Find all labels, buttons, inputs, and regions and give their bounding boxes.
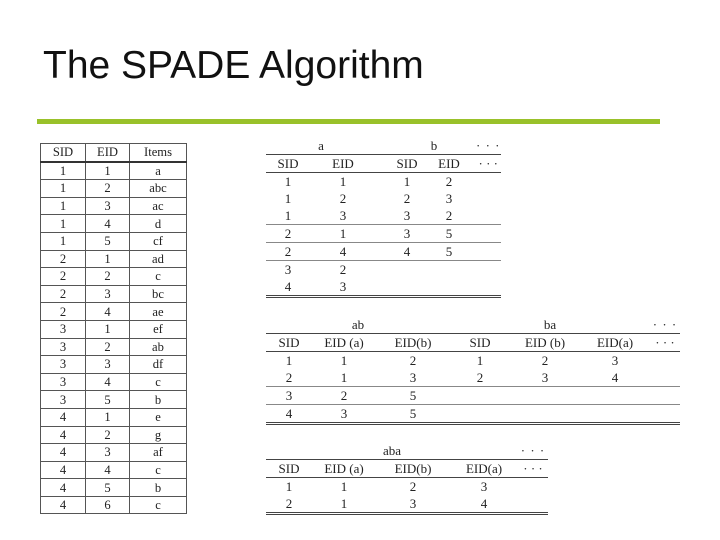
column-gap bbox=[376, 243, 392, 261]
table-cell: 1 bbox=[41, 162, 86, 180]
table-cell: 1 bbox=[86, 162, 130, 180]
table-row bbox=[41, 197, 187, 215]
table-cell: abc bbox=[130, 180, 187, 198]
table-cell: 3 bbox=[445, 191, 453, 206]
column-gap bbox=[376, 261, 392, 279]
table-row bbox=[41, 461, 187, 479]
column-gap bbox=[376, 225, 392, 243]
column-gap bbox=[650, 369, 680, 387]
table-cell: 2 bbox=[422, 207, 476, 225]
table-cell: 3 bbox=[266, 387, 312, 405]
table-cell: 2 bbox=[541, 353, 549, 368]
table-cell bbox=[422, 278, 476, 297]
column-gap bbox=[476, 207, 501, 225]
table-cell: c bbox=[130, 373, 187, 391]
header-sid: SID bbox=[450, 334, 510, 352]
column-gap bbox=[476, 190, 501, 207]
table-cell: 2 bbox=[86, 426, 130, 444]
table-cell bbox=[422, 261, 476, 279]
table-cell: 2 bbox=[450, 369, 510, 387]
table-cell: 1 bbox=[86, 320, 130, 338]
table-cell: 2 bbox=[41, 250, 86, 268]
table-cell: 2 bbox=[409, 353, 417, 368]
table-cell: 3 bbox=[376, 495, 450, 514]
table-row bbox=[41, 268, 187, 286]
table-cell: 3 bbox=[86, 356, 130, 374]
table-cell: bc bbox=[130, 285, 187, 303]
group-label-b: b bbox=[430, 138, 438, 153]
header-sid: SID bbox=[266, 460, 312, 478]
table-cell: cf bbox=[130, 232, 187, 250]
table-row bbox=[266, 261, 501, 279]
table-cell bbox=[580, 387, 650, 405]
table-row bbox=[266, 369, 680, 387]
table-cell: 4 bbox=[266, 405, 312, 424]
table-cell bbox=[392, 278, 422, 297]
column-gap bbox=[518, 478, 548, 496]
table-cell: 2 bbox=[403, 191, 411, 206]
table-cell: ac bbox=[130, 197, 187, 215]
table-cell: c bbox=[130, 268, 187, 286]
table-row bbox=[266, 478, 548, 496]
table-cell: 5 bbox=[86, 479, 130, 497]
title-divider bbox=[37, 119, 660, 124]
table-row bbox=[41, 356, 187, 374]
table-cell: 1 bbox=[339, 174, 347, 189]
table-cell: 1 bbox=[41, 215, 86, 233]
table-cell: 2 bbox=[266, 243, 310, 261]
table-row bbox=[41, 180, 187, 198]
id-list-two-items bbox=[266, 317, 680, 425]
column-gap bbox=[476, 173, 501, 191]
three-item-id-table bbox=[266, 443, 548, 515]
table-cell: 5 bbox=[422, 225, 476, 243]
id-list-three-items bbox=[266, 443, 548, 515]
table-cell: ae bbox=[130, 303, 187, 321]
group-label-aba: aba bbox=[382, 443, 402, 458]
table-row bbox=[41, 250, 187, 268]
table-cell: 4 bbox=[450, 495, 518, 514]
table-cell: af bbox=[130, 444, 187, 462]
table-cell: 3 bbox=[312, 405, 376, 424]
table-row bbox=[266, 278, 501, 297]
table-row bbox=[266, 190, 501, 207]
ellipsis: · · · bbox=[652, 317, 678, 332]
table-row bbox=[41, 479, 187, 497]
table-cell: 2 bbox=[339, 262, 347, 277]
column-gap bbox=[650, 387, 680, 405]
table-cell: 3 bbox=[41, 391, 86, 409]
table-cell: 1 bbox=[86, 408, 130, 426]
header-eid-a: EID (a) bbox=[312, 460, 376, 478]
table-row bbox=[266, 387, 680, 405]
table-cell: 2 bbox=[445, 174, 453, 189]
table-cell bbox=[510, 387, 580, 405]
table-row bbox=[41, 426, 187, 444]
table-row bbox=[41, 444, 187, 462]
table-cell: 3 bbox=[86, 444, 130, 462]
table-cell: 2 bbox=[266, 495, 312, 514]
table-cell: 2 bbox=[41, 303, 86, 321]
table-row bbox=[41, 391, 187, 409]
table-row bbox=[41, 408, 187, 426]
table-cell: e bbox=[130, 408, 187, 426]
table-cell: 2 bbox=[266, 225, 310, 243]
column-gap bbox=[476, 243, 501, 261]
header-eid-a: EID(a) bbox=[580, 334, 650, 352]
table-row bbox=[266, 243, 501, 261]
table-cell: 1 bbox=[284, 174, 292, 189]
table-cell: 1 bbox=[403, 174, 411, 189]
table-cell: ef bbox=[130, 320, 187, 338]
header-eid: EID bbox=[310, 155, 376, 173]
table-cell: 6 bbox=[86, 496, 130, 514]
table-row bbox=[266, 405, 680, 424]
table-cell: 5 bbox=[422, 243, 476, 261]
table-cell: 3 bbox=[611, 353, 619, 368]
column-gap bbox=[650, 352, 680, 370]
sequence-table-header bbox=[41, 144, 187, 162]
table-row bbox=[266, 207, 501, 225]
table-cell: 5 bbox=[376, 387, 450, 405]
table-cell: 1 bbox=[266, 207, 310, 225]
table-cell: 2 bbox=[339, 191, 347, 206]
table-row bbox=[41, 162, 187, 180]
table-cell: 3 bbox=[284, 262, 292, 277]
table-row bbox=[266, 173, 501, 191]
table-cell bbox=[450, 405, 510, 424]
table-cell: 4 bbox=[41, 479, 86, 497]
table-cell: 3 bbox=[510, 369, 580, 387]
table-cell: b bbox=[130, 391, 187, 409]
group-label-ab: ab bbox=[351, 317, 365, 332]
header-sid: SID bbox=[266, 334, 312, 352]
ellipsis: · · · bbox=[476, 155, 501, 173]
table-cell: df bbox=[130, 356, 187, 374]
table-cell: 2 bbox=[41, 285, 86, 303]
table-row bbox=[41, 338, 187, 356]
single-item-id-table bbox=[266, 138, 501, 298]
header-eid: EID bbox=[422, 155, 476, 173]
ellipsis: · · · bbox=[520, 443, 546, 458]
column-gap bbox=[376, 190, 392, 207]
table-cell bbox=[450, 387, 510, 405]
header-eid-b: EID(b) bbox=[376, 460, 450, 478]
table-cell: 4 bbox=[41, 496, 86, 514]
table-cell: 4 bbox=[41, 461, 86, 479]
table-row bbox=[41, 232, 187, 250]
header-items: Items bbox=[130, 144, 187, 162]
table-row bbox=[266, 225, 501, 243]
table-cell: 3 bbox=[310, 278, 376, 297]
table-cell: 1 bbox=[340, 479, 348, 494]
table-cell: 2 bbox=[41, 268, 86, 286]
table-cell: 2 bbox=[86, 180, 130, 198]
table-cell: 3 bbox=[376, 369, 450, 387]
two-item-id-table bbox=[266, 317, 680, 425]
group-label-ba: ba bbox=[543, 317, 557, 332]
table-cell: 1 bbox=[312, 495, 376, 514]
table-cell: 4 bbox=[86, 461, 130, 479]
table-row bbox=[41, 215, 187, 233]
table-cell: c bbox=[130, 461, 187, 479]
column-gap bbox=[650, 405, 680, 424]
column-gap bbox=[476, 261, 501, 279]
table-row bbox=[41, 496, 187, 514]
table-cell: a bbox=[130, 162, 187, 180]
table-cell: 3 bbox=[480, 479, 488, 494]
slide-title: The SPADE Algorithm bbox=[43, 44, 424, 87]
column-gap bbox=[376, 173, 392, 191]
table-cell: 4 bbox=[41, 408, 86, 426]
table-cell: 1 bbox=[285, 353, 293, 368]
table-cell: 3 bbox=[86, 197, 130, 215]
table-cell: 1 bbox=[312, 369, 376, 387]
table-cell: 1 bbox=[41, 232, 86, 250]
table-cell: 5 bbox=[86, 232, 130, 250]
table-cell: 4 bbox=[86, 373, 130, 391]
table-cell: 1 bbox=[86, 250, 130, 268]
table-row bbox=[41, 320, 187, 338]
column-gap bbox=[376, 207, 392, 225]
header-eid-a: EID(a) bbox=[450, 460, 518, 478]
table-cell: ab bbox=[130, 338, 187, 356]
table-cell: 5 bbox=[376, 405, 450, 424]
table-cell: 4 bbox=[41, 444, 86, 462]
table-cell: 3 bbox=[41, 320, 86, 338]
header-sid: SID bbox=[392, 155, 422, 173]
table-cell: g bbox=[130, 426, 187, 444]
table-cell: 4 bbox=[86, 303, 130, 321]
table-cell: 3 bbox=[41, 356, 86, 374]
ellipsis: · · · bbox=[650, 334, 680, 352]
header-eid-b: EID (b) bbox=[510, 334, 580, 352]
table-cell: ad bbox=[130, 250, 187, 268]
table-cell: d bbox=[130, 215, 187, 233]
column-gap bbox=[518, 495, 548, 514]
ellipsis: · · · bbox=[476, 138, 501, 153]
table-cell: 2 bbox=[266, 369, 312, 387]
table-cell: 3 bbox=[310, 207, 376, 225]
column-gap bbox=[376, 278, 392, 297]
table-cell: 2 bbox=[409, 479, 417, 494]
table-cell: 1 bbox=[476, 353, 484, 368]
table-cell: 3 bbox=[392, 207, 422, 225]
table-row bbox=[41, 303, 187, 321]
table-cell: 2 bbox=[312, 387, 376, 405]
table-cell: 1 bbox=[285, 479, 293, 494]
table-cell: 4 bbox=[266, 278, 310, 297]
ellipsis: · · · bbox=[518, 460, 548, 478]
header-eid-b: EID(b) bbox=[376, 334, 450, 352]
table-cell: 2 bbox=[86, 338, 130, 356]
table-cell: 3 bbox=[392, 225, 422, 243]
group-label-a: a bbox=[318, 138, 324, 153]
header-sid: SID bbox=[41, 144, 86, 162]
table-cell: 3 bbox=[41, 338, 86, 356]
table-row bbox=[41, 373, 187, 391]
table-cell: b bbox=[130, 479, 187, 497]
table-cell bbox=[580, 405, 650, 424]
table-row bbox=[266, 495, 548, 514]
table-cell: 4 bbox=[310, 243, 376, 261]
column-gap bbox=[476, 278, 501, 297]
table-cell: 5 bbox=[86, 391, 130, 409]
table-cell: 1 bbox=[310, 225, 376, 243]
table-cell: 1 bbox=[340, 353, 348, 368]
table-cell: 3 bbox=[41, 373, 86, 391]
header-sid: SID bbox=[266, 155, 310, 173]
table-cell: 4 bbox=[86, 215, 130, 233]
table-cell: 1 bbox=[41, 197, 86, 215]
table-cell: 2 bbox=[86, 268, 130, 286]
id-list-single-items bbox=[266, 138, 501, 298]
table-cell: 4 bbox=[392, 243, 422, 261]
table-cell bbox=[392, 261, 422, 279]
table-row bbox=[266, 352, 680, 370]
table-cell: 1 bbox=[41, 180, 86, 198]
table-cell: 4 bbox=[580, 369, 650, 387]
table-row bbox=[41, 285, 187, 303]
table-cell bbox=[510, 405, 580, 424]
header-eid-a: EID (a) bbox=[312, 334, 376, 352]
table-cell: 1 bbox=[284, 191, 292, 206]
table-cell: 3 bbox=[86, 285, 130, 303]
table-cell: c bbox=[130, 496, 187, 514]
table-cell: 4 bbox=[41, 426, 86, 444]
header-eid: EID bbox=[86, 144, 130, 162]
column-gap bbox=[476, 225, 501, 243]
sequence-database-table bbox=[40, 143, 187, 514]
